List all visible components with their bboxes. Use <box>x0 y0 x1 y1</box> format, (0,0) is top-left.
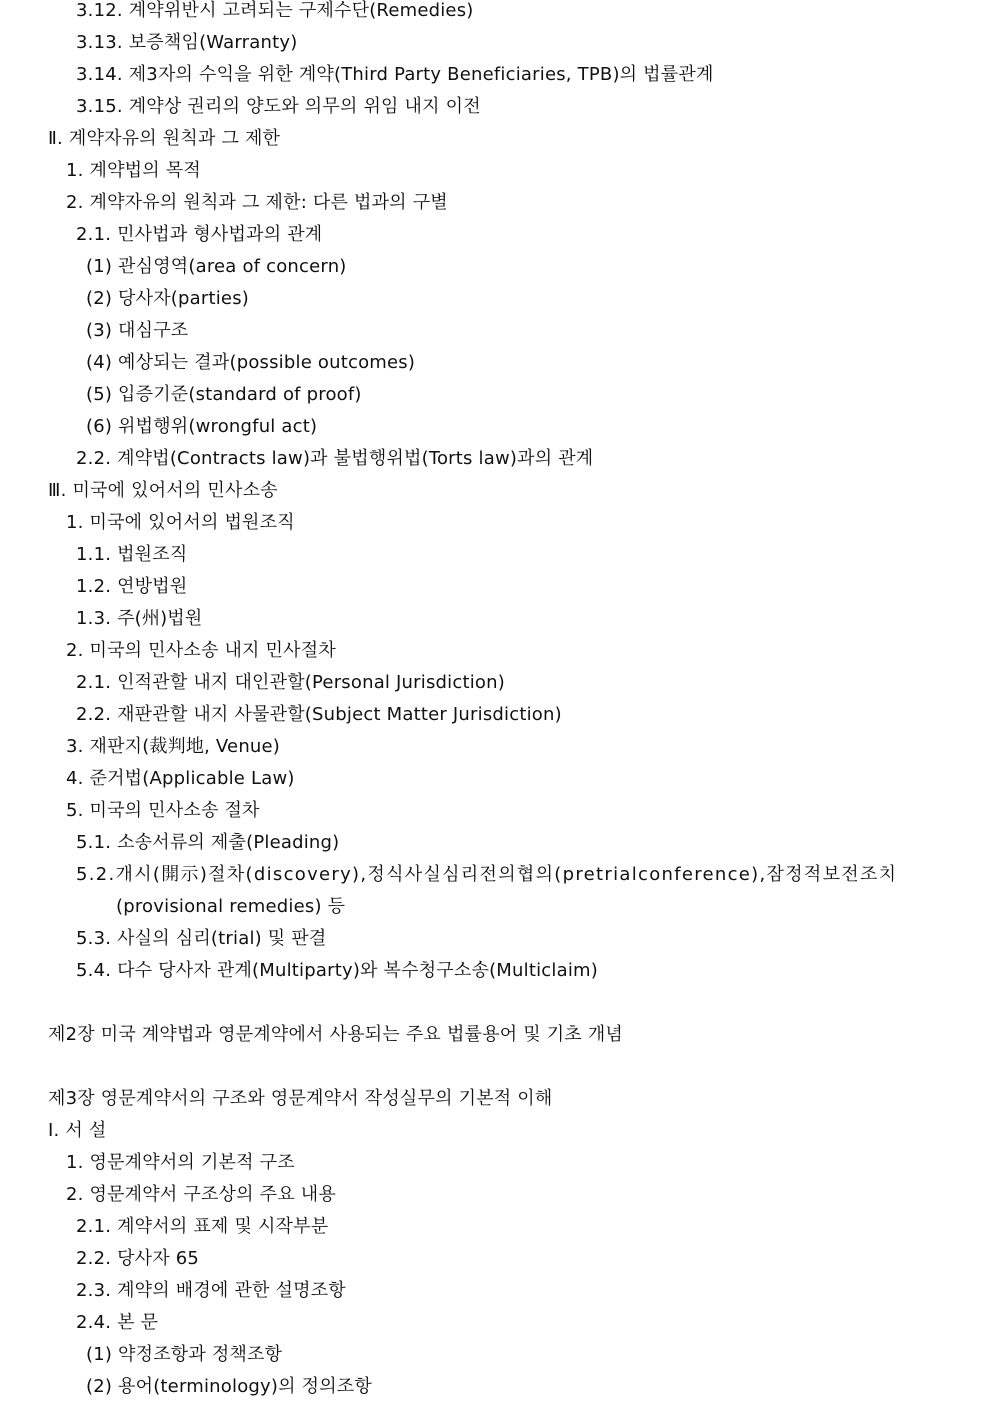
toc-entry-5: 5. 미국의 민사소송 절차 <box>66 800 260 821</box>
toc-item-4: (4) 예상되는 결과(possible outcomes) <box>86 352 416 373</box>
toc-item-5: (5) 입증기준(standard of proof) <box>86 384 362 405</box>
toc-entry-2-4: 2.4. 본 문 <box>76 1312 159 1333</box>
toc-entry-2-2: 2.2. 재판관할 내지 사물관할(Subject Matter Jurisdiction) <box>76 704 562 725</box>
toc-entry-2: 2. 계약자유의 원칙과 그 제한: 다른 법과의 구별 <box>66 192 448 213</box>
toc-entry-2-1: 2.1. 민사법과 형사법과의 관계 <box>76 224 323 245</box>
toc-entry-2-1: 2.1. 계약서의 표제 및 시작부분 <box>76 1216 329 1237</box>
toc-item-1: (1) 관심영역(area of concern) <box>86 256 347 277</box>
toc-section-I: Ⅰ. 서 설 <box>48 1120 107 1141</box>
toc-entry-3-13: 3.13. 보증책임(Warranty) <box>76 32 298 53</box>
toc-entry-5-2: 5.2.개시(開示)절차(discovery),정식사실심리전의협의(pretrialconference),잠정적보전조치 <box>76 864 898 885</box>
toc-section-II: Ⅱ. 계약자유의 원칙과 그 제한 <box>48 128 281 149</box>
toc-entry-1-1: 1.1. 법원조직 <box>76 544 188 565</box>
toc-entry-2-2: 2.2. 당사자 65 <box>76 1248 200 1269</box>
toc-entry-5-2-continued: (provisional remedies) 등 <box>116 896 346 917</box>
toc-entry-2-1: 2.1. 인적관할 내지 대인관할(Personal Jurisdiction) <box>76 672 505 693</box>
toc-entry-1-3: 1.3. 주(州)법원 <box>76 608 203 629</box>
toc-item-1: (1) 약정조항과 정책조항 <box>86 1344 283 1365</box>
toc-entry-3-15: 3.15. 계약상 권리의 양도와 의무의 위임 내지 이전 <box>76 96 481 117</box>
toc-entry-1-2: 1.2. 연방법원 <box>76 576 188 597</box>
toc-entry-3: 3. 재판지(裁判地, Venue) <box>66 736 281 757</box>
toc-item-2: (2) 용어(terminology)의 정의조항 <box>86 1376 372 1397</box>
toc-entry-1: 1. 미국에 있어서의 법원조직 <box>66 512 295 533</box>
toc-entry-3-14: 3.14. 제3자의 수익을 위한 계약(Third Party Beneficiaries, TPB)의 법률관계 <box>76 64 714 85</box>
toc-entry-5-3: 5.3. 사실의 심리(trial) 및 판결 <box>76 928 327 949</box>
toc-entry-5-1: 5.1. 소송서류의 제출(Pleading) <box>76 832 340 853</box>
toc-entry-2: 2. 영문계약서 구조상의 주요 내용 <box>66 1184 336 1205</box>
toc-chapter-2: 제2장 미국 계약법과 영문계약에서 사용되는 주요 법률용어 및 기초 개념 <box>48 1024 623 1045</box>
toc-entry-1: 1. 계약법의 목적 <box>66 160 201 181</box>
toc-section-III: Ⅲ. 미국에 있어서의 민사소송 <box>48 480 278 501</box>
toc-entry-2: 2. 미국의 민사소송 내지 민사절차 <box>66 640 336 661</box>
toc-chapter-3: 제3장 영문계약서의 구조와 영문계약서 작성실무의 기본적 이해 <box>48 1088 553 1109</box>
toc-entry-3-12: 3.12. 계약위반시 고려되는 구제수단(Remedies) <box>76 0 474 21</box>
toc-entry-2-2: 2.2. 계약법(Contracts law)과 불법행위법(Torts law)과의 관계 <box>76 448 594 469</box>
toc-entry-2-3: 2.3. 계약의 배경에 관한 설명조항 <box>76 1280 346 1301</box>
toc-entry-4: 4. 준거법(Applicable Law) <box>66 768 295 789</box>
toc-item-2: (2) 당사자(parties) <box>86 288 249 309</box>
toc-entry-1: 1. 영문계약서의 기본적 구조 <box>66 1152 295 1173</box>
toc-item-3: (3) 대심구조 <box>86 320 189 341</box>
toc-entry-5-4: 5.4. 다수 당사자 관계(Multiparty)와 복수청구소송(Multiclaim) <box>76 960 598 981</box>
toc-item-6: (6) 위법행위(wrongful act) <box>86 416 318 437</box>
